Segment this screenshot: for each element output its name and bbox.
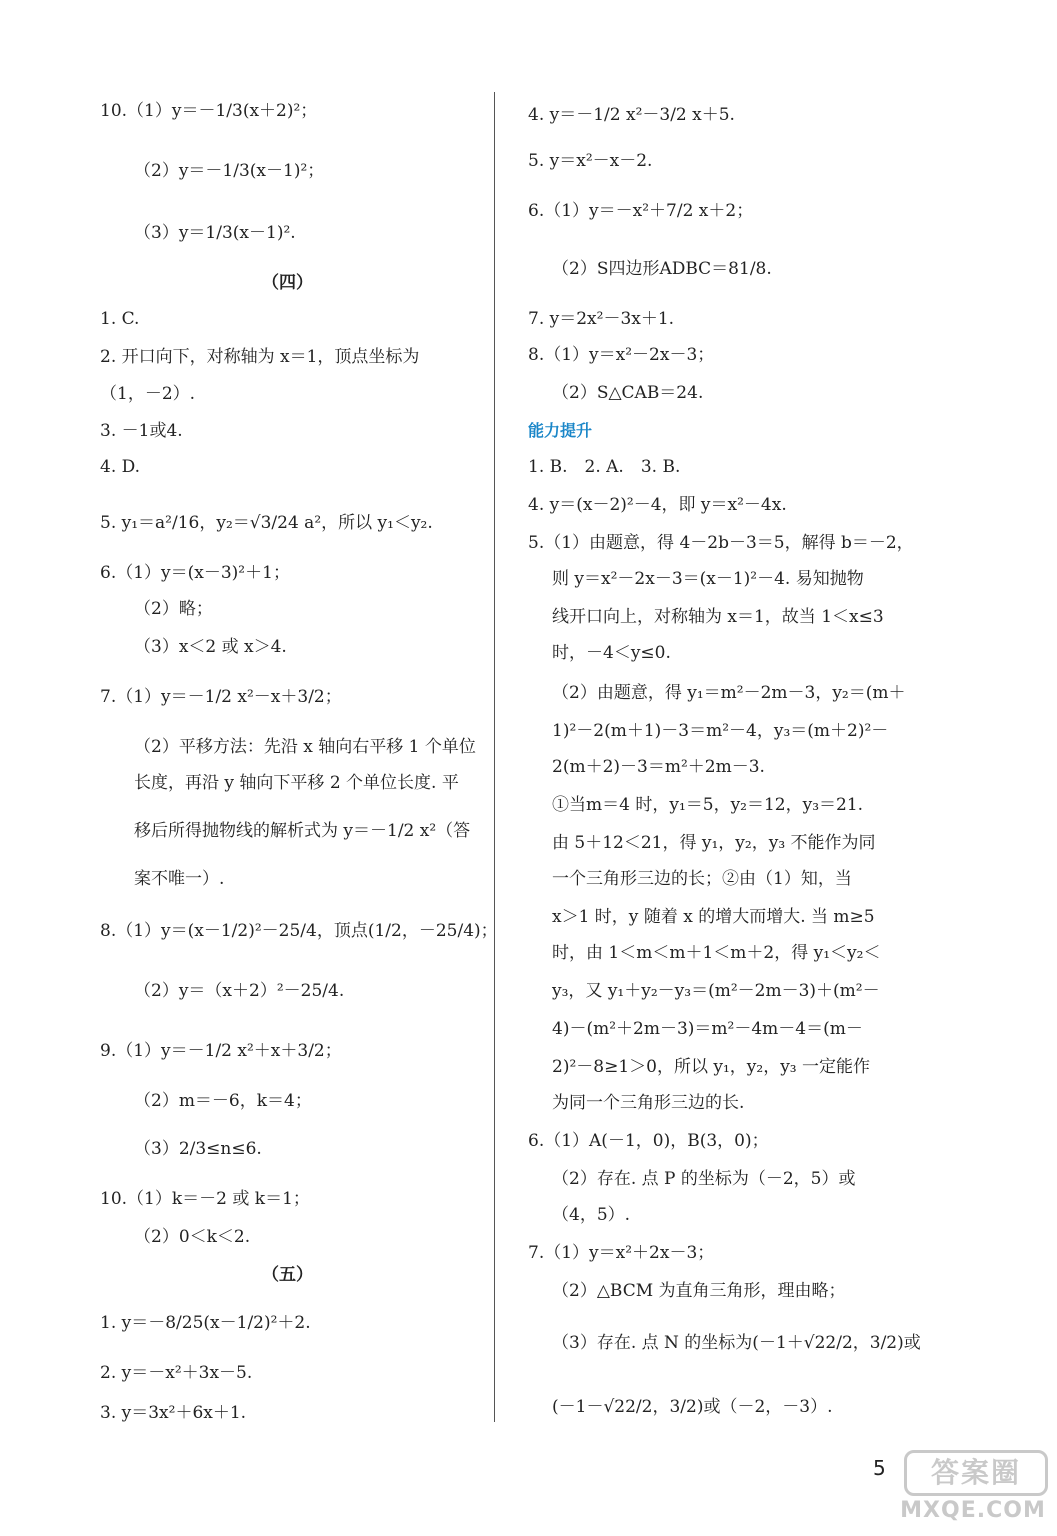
- left-line: 10.（1）k＝－2 或 k＝1；: [100, 1189, 310, 1209]
- left-line: 1. C.: [100, 309, 140, 329]
- right-line: 4. y＝(x－2)²－4，即 y＝x²－4x.: [528, 495, 787, 515]
- right-line: 能力提升: [528, 421, 593, 440]
- right-line: x＞1 时，y 随着 x 的增大而增大. 当 m≥5: [552, 907, 875, 927]
- right-line: 则 y＝x²－2x－3＝(x－1)²－4. 易知抛物: [552, 569, 864, 589]
- right-line: 6.（1）A(－1，0)，B(3，0)；: [528, 1131, 769, 1151]
- left-line: （2）y＝（x＋2）²－25/4.: [134, 981, 345, 1001]
- right-line: ①当m＝4 时，y₁＝5，y₂＝12，y₃＝21.: [552, 795, 864, 815]
- watermark-top-text: 答案圈: [904, 1450, 1048, 1496]
- left-line: 移后所得抛物线的解析式为 y＝－1/2 x²（答: [134, 821, 471, 841]
- left-line: 8.（1）y＝(x－1/2)²－25/4，顶点(1/2，－25/4)；: [100, 921, 498, 941]
- right-line: 1)²－2(m＋1)－3＝m²－4，y₃＝(m＋2)²－: [552, 721, 889, 741]
- right-line: 时，－4＜y≤0.: [552, 643, 671, 663]
- right-line: 线开口向上，对称轴为 x＝1，故当 1＜x≤3: [552, 607, 884, 627]
- left-line: （2）略；: [134, 599, 213, 619]
- right-line: 2)²－8≥1＞0，所以 y₁，y₂，y₃ 一定能作: [552, 1057, 871, 1077]
- left-line: 案不唯一）.: [134, 869, 225, 889]
- right-line: 7.（1）y＝x²＋2x－3；: [528, 1243, 715, 1263]
- watermark-bottom-text: MXQE.COM: [900, 1498, 1046, 1523]
- right-line: （3）存在. 点 N 的坐标为(－1＋√22/2，3/2)或: [552, 1333, 921, 1353]
- left-line: （2）0＜k＜2.: [134, 1227, 251, 1247]
- right-line: 1. B. 2. A. 3. B.: [528, 457, 681, 477]
- left-line: （2）平移方法：先沿 x 轴向右平移 1 个单位: [134, 737, 476, 757]
- right-line: 一个三角形三边的长；②由（1）知，当: [552, 869, 852, 889]
- right-line: （2）△BCM 为直角三角形，理由略；: [552, 1281, 846, 1301]
- right-line: 时，由 1＜m＜m＋1＜m＋2，得 y₁＜y₂＜: [552, 943, 881, 963]
- left-line: 4. D.: [100, 457, 141, 477]
- right-line: （4，5）.: [552, 1205, 631, 1225]
- right-line: 8.（1）y＝x²－2x－3；: [528, 345, 715, 365]
- left-line: （3）2/3≤n≤6.: [134, 1139, 262, 1159]
- right-line: 4. y＝－1/2 x²－3/2 x＋5.: [528, 105, 735, 125]
- left-line: 10.（1）y＝－1/3(x＋2)²；: [100, 101, 318, 121]
- left-line: （1，－2）.: [100, 384, 196, 404]
- right-line: （2）存在. 点 P 的坐标为（－2，5）或: [552, 1169, 856, 1189]
- left-line: （2）m＝－6，k＝4；: [134, 1091, 312, 1111]
- right-line: 6.（1）y＝－x²＋7/2 x＋2；: [528, 201, 754, 221]
- left-line: 9.（1）y＝－1/2 x²＋x＋3/2；: [100, 1041, 342, 1061]
- page-number: 5: [873, 1456, 886, 1480]
- left-line: 6.（1）y＝(x－3)²＋1；: [100, 563, 290, 583]
- left-line: 2. 开口向下，对称轴为 x＝1，顶点坐标为: [100, 347, 420, 367]
- right-line: 7. y＝2x²－3x＋1.: [528, 309, 675, 329]
- left-line: 长度，再沿 y 轴向下平移 2 个单位长度. 平: [134, 773, 459, 793]
- right-line: 4)－(m²＋2m－3)＝m²－4m－4＝(m－: [552, 1019, 863, 1039]
- left-line: 5. y₁＝a²/16，y₂＝√3/24 a²，所以 y₁＜y₂.: [100, 513, 433, 533]
- right-line: （2）S△CAB＝24.: [552, 383, 704, 403]
- left-line: （五）: [262, 1265, 313, 1285]
- right-line: 5.（1）由题意，得 4－2b－3＝5，解得 b＝－2，: [528, 533, 914, 553]
- right-line: 5. y＝x²－x－2.: [528, 151, 653, 171]
- left-line: （3）y＝1/3(x－1)².: [134, 223, 296, 243]
- right-line: 为同一个三角形三边的长.: [552, 1093, 745, 1113]
- right-line: y₃，又 y₁＋y₂－y₃＝(m²－2m－3)＋(m²－: [552, 981, 880, 1001]
- left-line: （3）x＜2 或 x＞4.: [134, 637, 287, 657]
- watermark-logo: [898, 1450, 1048, 1526]
- left-line: （2）y＝－1/3(x－1)²；: [134, 161, 325, 181]
- left-line: 3. －1或4.: [100, 421, 183, 441]
- left-line: 1. y＝－8/25(x－1/2)²＋2.: [100, 1313, 311, 1333]
- left-line: 3. y＝3x²＋6x＋1.: [100, 1403, 247, 1423]
- right-line: 由 5＋12＜21，得 y₁，y₂，y₃ 不能作为同: [552, 833, 876, 853]
- right-line: （2）S四边形ADBC＝81/8.: [552, 259, 772, 279]
- column-divider: [494, 92, 495, 1422]
- right-line: （2）由题意，得 y₁＝m²－2m－3，y₂＝(m＋: [552, 683, 906, 703]
- right-line: 2(m＋2)－3＝m²＋2m－3.: [552, 757, 765, 777]
- left-line: 7.（1）y＝－1/2 x²－x＋3/2；: [100, 687, 342, 707]
- left-line: 2. y＝－x²＋3x－5.: [100, 1363, 253, 1383]
- right-line: (－1－√22/2，3/2)或（－2，－3）.: [552, 1397, 833, 1417]
- left-line: （四）: [262, 273, 313, 293]
